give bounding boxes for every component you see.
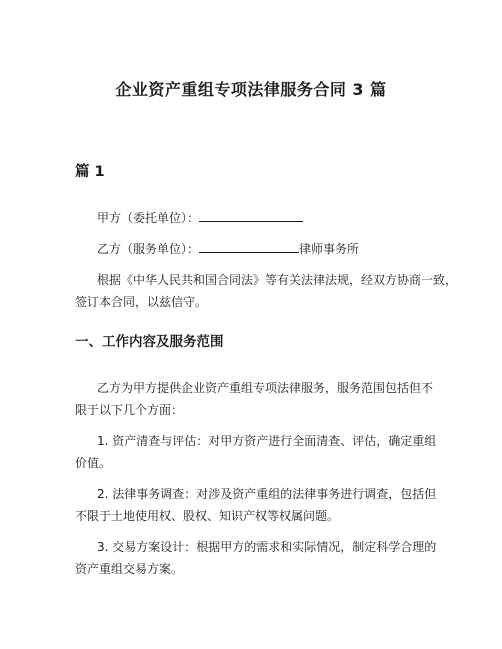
party-a-blank	[199, 209, 303, 222]
document-title: 企业资产重组专项法律服务合同 3 篇	[115, 80, 387, 99]
item-2-line-1: 2. 法律事务调查：对涉及资产重组的法律事务进行调查，包括但	[97, 487, 437, 501]
scope-line-2: 限于以下几个方面：	[75, 403, 184, 417]
item-1-line-1: 1. 资产清查与评估：对甲方资产进行全面清查、评估，确定重组	[97, 434, 437, 448]
scope-line-1: 乙方为甲方提供企业资产重组专项法律服务，服务范围包括但不	[97, 381, 434, 395]
party-b-suffix: 律师事务所	[299, 242, 360, 256]
party-b-blank	[199, 240, 299, 253]
item-1-line-2: 价值。	[75, 456, 112, 470]
section-heading: 篇 1	[75, 164, 105, 180]
party-a-label: 甲方（委托单位）：	[97, 211, 200, 225]
item-2-line-2: 不限于土地使用权、股权、知识产权等权属问题。	[75, 509, 340, 523]
item-3-line-2: 资产重组交易方案。	[75, 562, 184, 576]
party-b-line	[97, 240, 359, 257]
party-b-label: 乙方（服务单位）：	[97, 242, 200, 256]
chapter-heading: 一、工作内容及服务范围	[75, 334, 224, 350]
preamble-line-2: 签订本合同，以兹信守。	[75, 295, 208, 309]
item-3-line-1: 3. 交易方案设计：根据甲方的需求和实际情况，制定科学合理的	[97, 540, 437, 554]
party-a-line	[97, 209, 303, 226]
preamble-line-1: 根据《中华人民共和国合同法》等有关法律法规，经双方协商一致，	[97, 273, 458, 287]
